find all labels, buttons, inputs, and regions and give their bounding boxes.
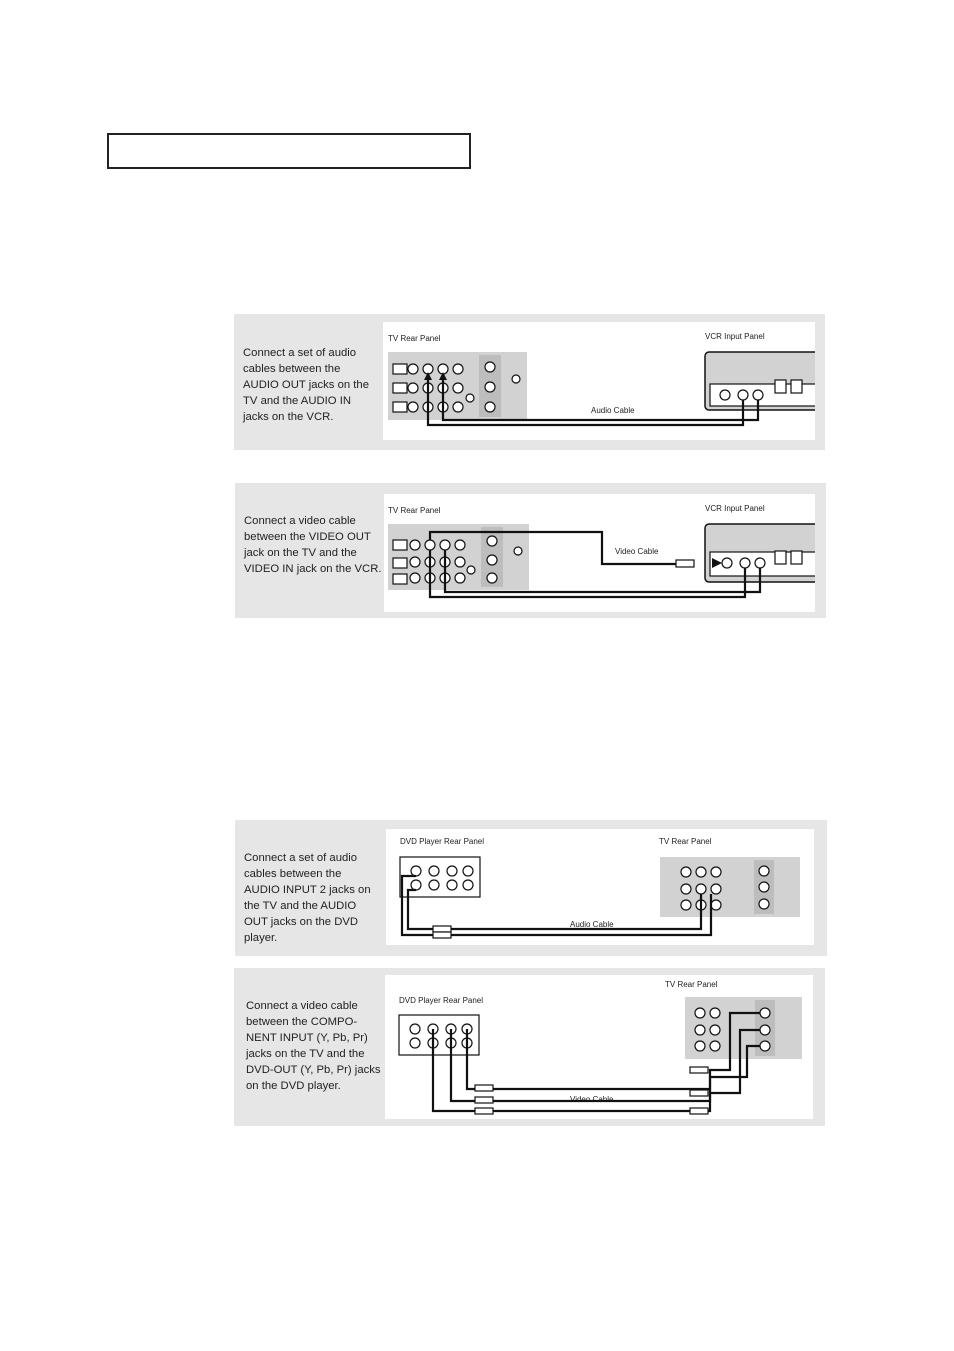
section-title-box [107, 133, 471, 169]
audio-cable-label: Audio Cable [591, 406, 635, 415]
connection-diagram-2 [384, 494, 815, 612]
tv-rear-panel-label: TV Rear Panel [388, 334, 441, 343]
instruction-text-2 [244, 513, 382, 577]
connection-diagram-3 [386, 829, 814, 945]
instruction-text-3 [244, 850, 371, 946]
instruction-line: between the COMPO- [246, 1016, 358, 1028]
instruction-text-4 [246, 998, 381, 1094]
cable-plugs [433, 926, 451, 938]
instruction-line: NENT INPUT (Y, Pb, Pr) [246, 1032, 368, 1044]
dvd-rear-panel-label: DVD Player Rear Panel [399, 996, 484, 1005]
instruction-line: cables between the [243, 363, 341, 375]
instruction-line: AUDIO INPUT 2 jacks on [244, 884, 371, 896]
diagram-drawing [384, 494, 815, 612]
dvd-rear-panel-label: DVD Player Rear Panel [400, 837, 485, 846]
instruction-line: AUDIO OUT jacks on the [243, 379, 369, 391]
diagram-drawing [383, 322, 815, 440]
instruction-line: between the VIDEO OUT [244, 531, 371, 543]
instruction-line: Connect a video cable [244, 515, 356, 527]
video-cable-label: Video Cable [570, 1095, 614, 1104]
tv-rear-panel-label: TV Rear Panel [388, 506, 441, 515]
diagram-drawing [386, 829, 814, 945]
instruction-line: DVD-OUT (Y, Pb, Pr) jacks [246, 1064, 381, 1076]
audio-cable-label: Audio Cable [570, 920, 614, 929]
diagram-drawing [385, 975, 813, 1119]
instruction-line: Connect a set of audio [243, 347, 357, 359]
instruction-line: Connect a set of audio [244, 852, 358, 864]
tv-rear-panel-label: TV Rear Panel [659, 837, 712, 846]
instruction-line: OUT jacks on the DVD [244, 916, 359, 928]
instruction-line: on the DVD player. [246, 1080, 341, 1092]
tv-rear-panel-label: TV Rear Panel [665, 980, 718, 989]
vcr-input-panel-label: VCR Input Panel [705, 504, 765, 513]
instruction-line: Connect a video cable [246, 1000, 358, 1012]
connection-diagram-4 [385, 975, 813, 1119]
instruction-line: jacks on the TV and the [246, 1048, 365, 1060]
cable-plugs [475, 1067, 708, 1114]
instruction-line: cables between the [244, 868, 342, 880]
connection-diagram-1 [383, 322, 815, 440]
cable-plug [676, 560, 694, 567]
instruction-line: jack on the TV and the [244, 547, 357, 559]
instruction-line: VIDEO IN jack on the VCR. [244, 563, 382, 575]
vcr-input-panel-label: VCR Input Panel [705, 332, 765, 341]
instruction-line: jacks on the VCR. [243, 411, 334, 423]
instruction-text-1 [243, 345, 369, 425]
instruction-line: the TV and the AUDIO [244, 900, 357, 912]
instruction-line: player. [244, 932, 278, 944]
instruction-line: TV and the AUDIO IN [243, 395, 351, 407]
video-cable-label: Video Cable [615, 547, 659, 556]
